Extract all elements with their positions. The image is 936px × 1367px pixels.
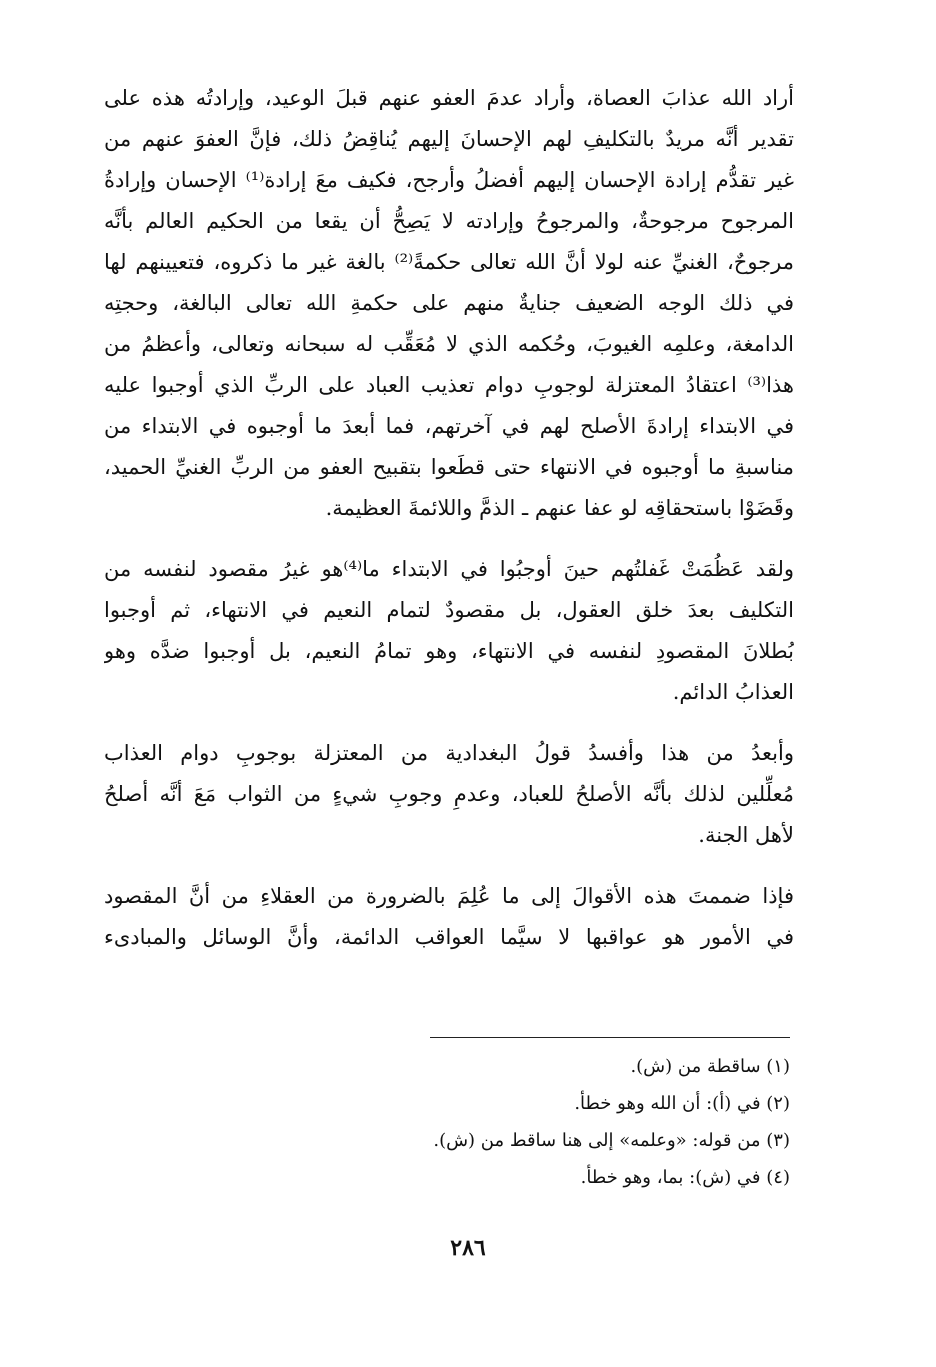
text-line: في الأمور هو عواقبها لا سيَّما العواقب الدائمة، وأنَّ الوسائل والمبادىء: [104, 925, 794, 949]
footnote: (٤) في (ش): بما، وهو خطأ.: [580, 1167, 790, 1188]
paragraph: [104, 876, 794, 958]
text-line: العذابُ الدائم.: [672, 680, 794, 704]
paragraph: [104, 733, 794, 856]
text-line: التكليف بعدَ خلق العقول، بل مقصودٌ لتمام النعيم في الانتهاء، ثم أوجبوا: [104, 598, 794, 622]
text-line: بُطلانَ المقصودِ لنفسه في الانتهاء، وهو تمامُ النعيم، بل أوجبوا ضدَّه وهو: [104, 639, 794, 663]
text-line: الدامغة، وعلمِه الغيوبَ، وحُكمه الذي لا مُعَقِّب له سبحانه وتعالى، وأعظمُ من: [104, 332, 794, 356]
text-line: لأهل الجنة.: [698, 823, 794, 847]
text-line: هذا⁽³⁾ اعتقادُ المعتزلة لوجوبِ دوام تعذيب العباد على الربِّ الذي أوجبوا عليه: [104, 373, 794, 397]
text-line: غير تقدُّم إرادة الإحسان إليهم أفضلُ وأرجح، فكيف معَ إرادة⁽¹⁾ الإحسان وإرادةُ: [104, 168, 794, 192]
text-line: في الابتداء إرادةَ الأصلح لهم في آخرتهم، فما أبعدَ ما أوجبوه في الابتداء من: [104, 414, 794, 438]
footnote: (٣) من قوله: «وعلمه» إلى هنا ساقط من (ش).: [433, 1130, 790, 1151]
text-line: تقدير أنَّه مريدٌ بالتكليفِ لهم الإحسانَ إليهم يُناقِضُ ذلك، فإنَّ العفوَ عنهم من: [104, 127, 794, 151]
text-line: المرجوح مرجوحةٌ، والمرجوحُ وإرادته لا يَصِحُّ أن يقعا من الحكيم العالم بأنَّه: [104, 209, 794, 233]
text-line: ولقد عَظُمَتْ غَفلتُهم حينَ أوجبُوا في الابتداء ما⁽⁴⁾هو غيرُ مقصود لنفسه من: [104, 557, 794, 581]
footnotes: [300, 1048, 790, 1196]
text-line: مناسبةِ ما أوجبوه في الانتهاء حتى قطَعوا بتقبيح العفو من الربِّ الغنيِّ الحميد،: [104, 455, 794, 479]
paragraph-gap: [104, 856, 794, 876]
paragraph-gap: [104, 713, 794, 733]
paragraph-gap: [104, 529, 794, 549]
main-text: [104, 78, 794, 958]
text-line: فإذا ضممتَ هذه الأقوالَ إلى ما عُلِمَ بالضرورة من العقلاءِ من أنَّ المقصود: [104, 884, 794, 908]
text-line: وأبعدُ من هذا وأفسدُ قولُ البغدادية من المعتزلة بوجوبِ دوام العذاب: [104, 741, 794, 765]
text-line: وقَضَوْا باستحقاقِه لو عفا عنهم ـ الذمَّ واللائمةَ العظيمة.: [325, 496, 794, 520]
footnote-separator: [430, 1037, 790, 1038]
paragraph: [104, 549, 794, 713]
page-number: ٢٨٦: [450, 1235, 486, 1261]
footnote: (٢) في (أ): أن الله وهو خطأ.: [574, 1093, 790, 1114]
footnote: (١) ساقطة من (ش).: [630, 1056, 790, 1077]
text-line: في ذلك الوجه الضعيف جنايةٌ منهم على حكمةِ الله تعالى البالغة، وحجتِه: [104, 291, 794, 315]
text-line: مرجوحٌ، الغنيِّ عنه لولا أنَّ الله تعالى حكمةً⁽²⁾ بالغة غير ما ذكروه، فتعيينهم لها: [104, 250, 794, 274]
text-line: أراد الله عذابَ العصاة، وأراد عدمَ العفو عنهم قبلَ الوعيد، وإرادتُه هذه على: [104, 86, 794, 110]
paragraph: [104, 78, 794, 529]
text-line: مُعلِّلين لذلك بأنَّه الأصلحُ للعباد، وعدمِ وجوبِ شيءٍ من الثواب مَعَ أنَّه أصلحُ: [104, 782, 794, 806]
